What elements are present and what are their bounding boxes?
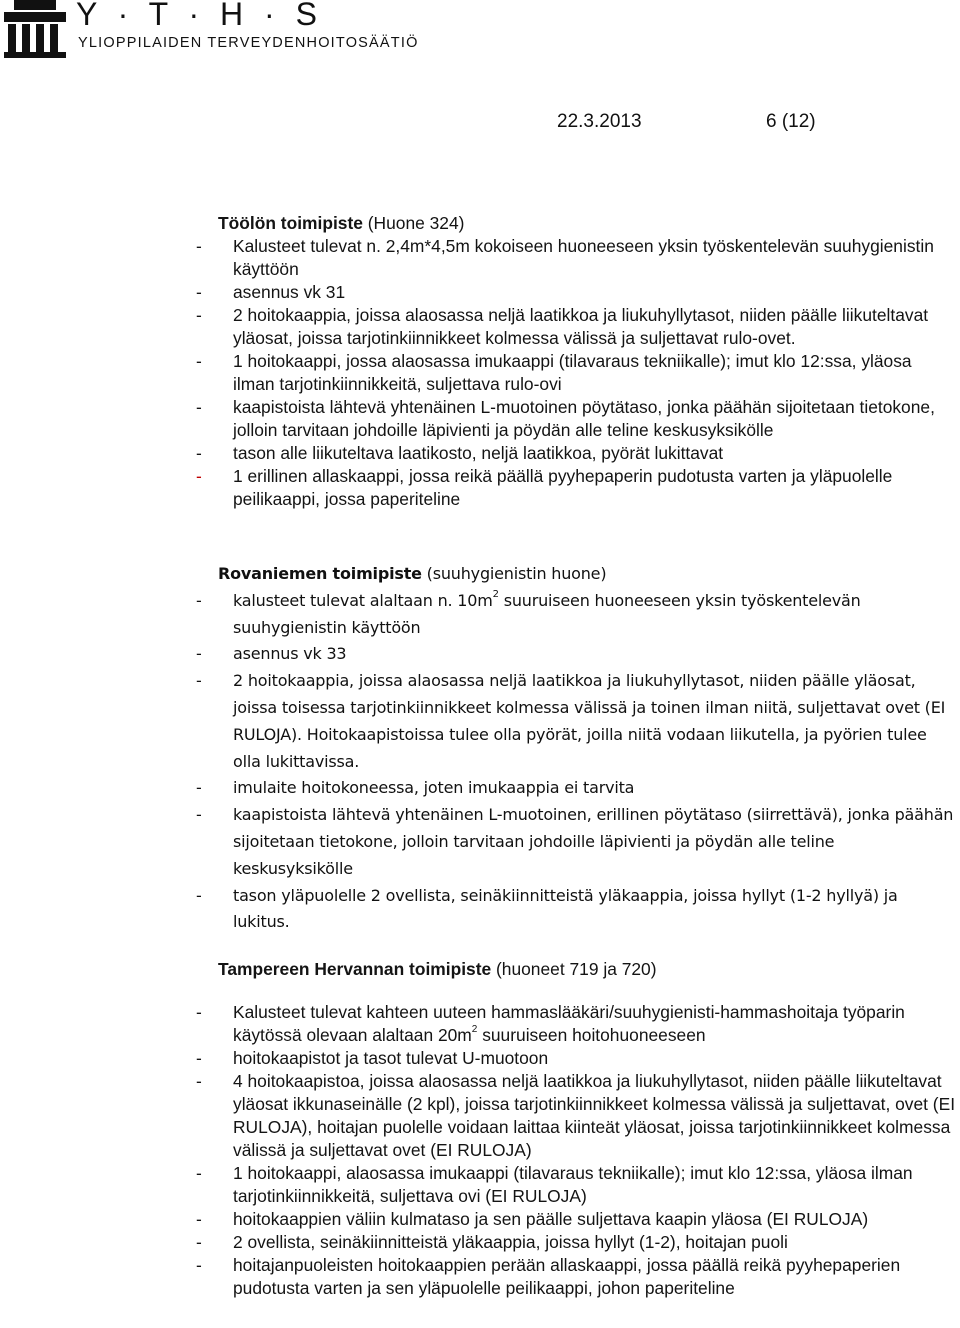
list-item-text: suuruiseen hoitohuoneeseen xyxy=(477,1025,706,1045)
toolo-heading-bold: Töölön toimipiste xyxy=(218,213,363,233)
rovaniemi-heading-bold: Rovaniemen toimipiste xyxy=(218,564,422,583)
toolo-heading-rest: (Huone 324) xyxy=(362,213,465,233)
list-dash: - xyxy=(196,397,202,417)
list-item-text: 2 hoitokaappia, joissa alaosassa neljä laatikkoa ja liukuhyllytasot, niiden päälle liikuteltavat yläosat, joissa tarjotinkiinnikkeet kolmessa välissä ja suljettavat rulo-ovet. xyxy=(233,305,929,348)
list-item-text: kaapistoista lähtevä yhtenäinen L-muotoinen, erillinen pöytätaso (siirrettävä), jonka päähän sijoitetaan tietokone, jolloin tarvitaan johdoille läpivienti ja pöydän alle teline keskusyksikölle xyxy=(233,805,954,878)
list-item xyxy=(196,281,956,304)
list-item-text: asennus vk 33 xyxy=(233,644,347,664)
list-item-text: tason alle liikuteltava laatikosto, neljä laatikkoa, pyörät lukittavat xyxy=(233,443,724,463)
list-dash: - xyxy=(196,1071,202,1091)
list-dash: - xyxy=(196,1002,202,1022)
list-item xyxy=(196,588,956,642)
list-item-text: 4 hoitokaapistoa, joissa alaosassa neljä laatikkoa ja liukuhyllytasot, niiden päälle liikuteltavat yläosat ikkunaseinälle (2 kpl), joissa tarjotinkiinnikkeet kolmessa välissä ja suljettavat, ovet (EI RULOJA), hoitajan puolelle voidaan laittaa kiinteät yläosat, joissa tarjotinkiinnikkeet kolmessa välissä ja suljettavat ovet (EI RULOJA) xyxy=(233,1071,956,1160)
rovaniemi-heading-rest: (suuhygienistin huone) xyxy=(421,564,607,583)
list-dash: - xyxy=(196,282,202,302)
list-dash: - xyxy=(196,590,202,610)
list-item xyxy=(196,1047,956,1070)
list-item xyxy=(196,396,956,442)
list-item-text: 1 erillinen allaskaappi, jossa reikä päällä pyyhepaperin pudotusta varten ja yläpuolelle peilikaappi, jossa paperiteline xyxy=(233,466,893,509)
rovaniemi-section xyxy=(196,561,956,936)
list-dash: - xyxy=(196,1255,202,1275)
tampere-list xyxy=(196,1001,956,1300)
yths-logo xyxy=(4,0,419,60)
toolo-list xyxy=(196,235,956,511)
document-date: 22.3.2013 xyxy=(557,111,642,132)
logo-subtitle: YLIOPPILAIDEN TERVEYDENHOITOSÄÄTIÖ xyxy=(78,35,419,51)
list-dash: - xyxy=(196,305,202,325)
rovaniemi-heading xyxy=(218,561,956,588)
list-item-text: tason yläpuolelle 2 ovellista, seinäkiinnitteistä yläkaappia, joissa hyllyt (1-2 hyllyä) ja lukitus. xyxy=(233,885,898,932)
list-item xyxy=(196,1001,956,1047)
tampere-heading-rest: (huoneet 719 ja 720) xyxy=(491,959,657,979)
list-item-text: imulaite hoitokoneessa, joten imukaappia ei tarvita xyxy=(233,778,635,798)
list-item-text: asennus vk 31 xyxy=(233,282,346,302)
toolo-section xyxy=(196,212,956,511)
list-item-text: hoitajanpuoleisten hoitokaappien perään allaskaappi, jossa päällä reikä pyyhepaperien pudotusta varten ja sen yläpuolelle peilikaappi, johon paperiteline xyxy=(233,1255,901,1298)
list-item xyxy=(196,668,956,775)
list-item-text: kalusteet tulevat alaltaan n. 10m xyxy=(233,590,493,610)
list-item xyxy=(196,802,956,882)
list-item xyxy=(196,465,956,511)
list-item xyxy=(196,235,956,281)
rovaniemi-list xyxy=(196,588,956,936)
list-item xyxy=(196,1162,956,1208)
list-item xyxy=(196,1254,956,1300)
list-dash: - xyxy=(196,1232,202,1252)
list-item xyxy=(196,350,956,396)
list-dash: - xyxy=(196,778,202,798)
list-dash: - xyxy=(196,1048,202,1068)
list-item xyxy=(196,442,956,465)
list-item xyxy=(196,641,956,668)
page-number: 6 (12) xyxy=(766,111,816,132)
list-dash: - xyxy=(196,671,202,691)
list-item-text: Kalusteet tulevat kahteen uuteen hammaslääkäri/suuhygienisti-hammashoitaja työparin käytössä olevaan alaltaan 20m xyxy=(233,1002,905,1045)
list-dash: - xyxy=(196,351,202,371)
list-item-text: kaapistoista lähtevä yhtenäinen L-muotoinen pöytätaso, jonka päähän sijoitetaan tietokone, jolloin tarvitaan johdoille läpivienti ja pöydän alle teline keskusyksikölle xyxy=(233,397,935,440)
list-dash-red: - xyxy=(196,466,202,486)
list-dash: - xyxy=(196,236,202,256)
list-item-text: 2 ovellista, seinäkiinnitteistä yläkaappia, joissa hyllyt (1-2), hoitajan puoli xyxy=(233,1232,788,1252)
list-dash: - xyxy=(196,1209,202,1229)
logo-wordmark: Y · T · H · S xyxy=(76,0,323,32)
list-item-text: hoitokaapistot ja tasot tulevat U-muotoon xyxy=(233,1048,549,1068)
list-item-text: hoitokaappien väliin kulmataso ja sen päälle suljettava kaapin yläosa (EI RULOJA) xyxy=(233,1209,869,1229)
list-item xyxy=(196,1231,956,1254)
list-item xyxy=(196,304,956,350)
list-dash: - xyxy=(196,805,202,825)
list-item xyxy=(196,883,956,937)
superscript: 2 xyxy=(492,589,499,601)
superscript: 2 xyxy=(471,1024,478,1036)
toolo-heading xyxy=(218,212,956,235)
list-item xyxy=(196,1208,956,1231)
list-item-text: 1 hoitokaappi, jossa alaosassa imukaappi (tilavaraus tekniikalle); imut klo 12:ssa, yläosa ilman tarjotinkiinnikkeitä, suljettava rulo-ovi xyxy=(233,351,912,394)
list-item-text: 2 hoitokaappia, joissa alaosassa neljä laatikkoa ja liukuhyllytasot, niiden päälle yläosat, joissa toisessa tarjotinkiinnikkeet kolmessa välissä ja toinen ilman niitä, suljettavat ovet (EI RULOJA). Hoitokaapistoissa tulee olla pyörät, joilla niitä vodaan liikutella, ja pyörien tulee olla lukittavissa. xyxy=(233,671,946,771)
tampere-heading xyxy=(218,958,956,981)
list-dash: - xyxy=(196,885,202,905)
list-item xyxy=(196,1070,956,1162)
list-item xyxy=(196,775,956,802)
list-dash: - xyxy=(196,443,202,463)
list-item-text: Kalusteet tulevat n. 2,4m*4,5m kokoiseen huoneeseen yksin työskentelevän suuhygienistin käyttöön xyxy=(233,236,934,279)
temple-logo-icon xyxy=(4,0,66,58)
tampere-heading-bold: Tampereen Hervannan toimipiste xyxy=(218,959,492,979)
tampere-section xyxy=(196,958,956,1300)
list-item-text: 1 hoitokaappi, alaosassa imukaappi (tilavaraus tekniikalle); imut klo 12:ssa, yläosa ilman tarjotinkiinnikkeitä, suljettava ovi (EI RULOJA) xyxy=(233,1163,913,1206)
list-item-text: suuruiseen huoneeseen yksin työskentelevän suuhygienistin käyttöön xyxy=(233,590,861,637)
list-dash: - xyxy=(196,1163,202,1183)
list-dash: - xyxy=(196,644,202,664)
